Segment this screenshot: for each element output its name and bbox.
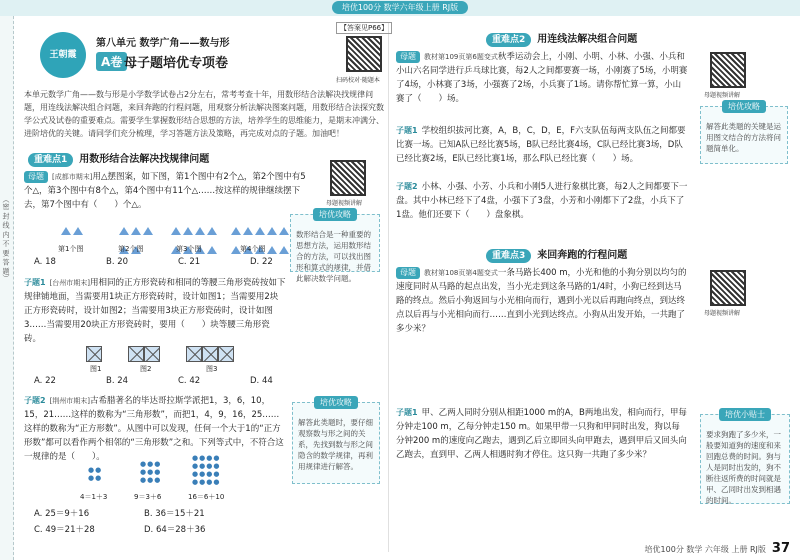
tip-title: 培优攻略 xyxy=(722,100,766,113)
equation-label: 4＝1＋3 xyxy=(80,493,108,501)
tip-title: 培优攻略 xyxy=(313,208,357,221)
question-source: [荆州市期末] xyxy=(49,397,91,405)
s1-strategy-tip xyxy=(290,210,380,283)
sub-question-tag: 子题2 xyxy=(24,396,46,405)
s1-strategy-tip-2 xyxy=(292,398,380,484)
a-paper-tag: A卷 xyxy=(96,52,127,71)
mother-question-tag: 母题 xyxy=(24,171,48,183)
question-source: 教材第109页第6题变式 xyxy=(424,53,498,61)
sub-question-tag: 子题1 xyxy=(396,408,418,417)
figure-label: 第2个图 xyxy=(118,245,144,253)
section-3-header xyxy=(486,246,627,262)
qr-code-label: 扫码校对·随题本 xyxy=(336,77,380,84)
s3-sub-question-1 xyxy=(396,406,688,462)
mother-question-tag: 母题 xyxy=(396,267,420,279)
section-2-header xyxy=(486,30,637,46)
column-divider xyxy=(388,22,389,552)
qr-code-icon[interactable] xyxy=(710,270,746,306)
dot-figure-2: ●●● ●●● ●●● xyxy=(140,460,162,484)
section-3-title: 来回奔跑的行程问题 xyxy=(537,250,628,261)
unit-title: 第八单元 数学广角——数与形 xyxy=(96,38,230,49)
s3-mother-question xyxy=(396,266,688,336)
option-b[interactable]: B. 20 xyxy=(106,257,129,267)
question-text: 用△摆图案，如下图，第1个图中有2个△，第2个图中有5个△，第3个图中有8个△，第4个图中有11个△……按这样的规律继续摆下去，第7个图中有（ ）个△。 xyxy=(24,172,306,210)
question-source: [台州市期末] xyxy=(49,279,91,287)
option-d[interactable]: D. 44 xyxy=(250,376,273,386)
s1-mother-options xyxy=(34,257,322,267)
option-d[interactable]: D. 22 xyxy=(250,257,273,267)
s2-mother-question xyxy=(396,50,688,106)
option-a[interactable]: A. 18 xyxy=(34,257,56,267)
s2-sub-question-1 xyxy=(396,124,688,166)
dot-figure-3: ●●●● ●●●● ●●●● ●●●● xyxy=(192,454,221,486)
option-a[interactable]: A. 22 xyxy=(34,376,56,386)
option-a[interactable]: A. 25＝9＋16 xyxy=(34,509,90,519)
section-1-pill: 重难点1 xyxy=(28,153,73,167)
s3-tip xyxy=(700,410,790,505)
question-text: 用相同的正方形瓷砖和相同的等腰三角形瓷砖按如下规律铺地面，当需要用1块正方形瓷砖时，设计如图1；当需要用2块正方形瓷砖时，设计如图2；当需要用3块正方形瓷砖时，设计如图3……当需要用20块正方形瓷砖时，要用（ ）块等腰三角形瓷砖。 xyxy=(24,278,286,344)
question-text: 一条马路长400 m，小光和他的小狗分别以均匀的速度同时从马路的起点出发，当小光走到这条马路的1/4时，小狗已经到达马路的终点。然后小狗返回与小光相向而行，遇到小光以后再跑向终点，到达终点以后再与小光相向而行……直到小光到达终点。小狗从出发开始，一共跑了多少米？ xyxy=(396,268,687,334)
figure-label: 第4个图 xyxy=(240,245,266,253)
triangle-figure-1 xyxy=(60,220,84,239)
sub-question-tag: 子题2 xyxy=(396,182,418,191)
a-paper-title: 母子题培优专项卷 xyxy=(124,56,229,71)
equation-label: 16＝6＋10 xyxy=(188,493,225,501)
s1-sub-question-2 xyxy=(24,394,286,464)
qr-code-icon[interactable] xyxy=(710,52,746,88)
tile-figure-1 xyxy=(86,346,102,362)
option-d[interactable]: D. 64＝28＋36 xyxy=(144,525,206,535)
equation-label: 9＝3＋6 xyxy=(134,493,162,501)
option-b[interactable]: B. 36＝15＋21 xyxy=(144,509,205,519)
qr-code-label: 母题视频讲解 xyxy=(326,200,363,207)
section-2-pill: 重难点2 xyxy=(486,33,531,47)
section-1-title: 用数形结合法解决找规律问题 xyxy=(79,154,210,165)
option-c[interactable]: C. 49＝21＋28 xyxy=(34,525,95,535)
tip-text: 要求狗跑了多少米，一般要知道狗的速度和来回跑总费的时间。狗与人是同时出发的，狗不断往返所费的时间就是甲、乙同时出发到相遇的时间。 xyxy=(706,430,781,505)
seal-margin-text: （密 封 线 内 不 要 答 题） xyxy=(2,196,10,282)
qr-code-icon[interactable] xyxy=(346,36,382,72)
section-2-title: 用连线法解决组合问题 xyxy=(537,34,638,45)
question-text: 小林、小强、小芳、小兵和小刚5人进行象棋比赛，每2人之间都要下一盘。其中小林已经下了4盘，小强下了3盘，小芳和小刚都下了2盘，小兵下了1盘。他们还要下（ ）盘象棋。 xyxy=(396,182,688,220)
figure-label: 图2 xyxy=(140,365,152,373)
tip-title: 培优攻略 xyxy=(314,396,358,409)
unit-header xyxy=(40,32,340,82)
figure-label: 第3个图 xyxy=(176,245,202,253)
s1-sub-question-1 xyxy=(24,276,286,346)
section-1-header xyxy=(28,150,209,166)
tile-figure-2 xyxy=(128,346,160,362)
question-text: 古希腊著名的毕达哥拉斯学派把1，3，6，10，15，21……这样的数称为“三角形数”，而把1，4，9，16，25……这样的数称为“正方形数”。从图中可以发现，任何一个大于1的“正方形数”都可以看作两个相邻的“三角形数”之和。下列等式中，不符合这一规律的是（ ）。 xyxy=(24,396,284,462)
qr-code-icon[interactable] xyxy=(330,160,366,196)
figure-label: 图3 xyxy=(206,365,218,373)
top-bar xyxy=(0,0,800,16)
question-text: 甲、乙两人同时分别从相距1000 m的A，B两地出发，相向而行，甲每分钟走100 m，乙每分钟走150 m。如果甲带一只狗和甲同时出发，狗以每分钟200 m的速度向乙跑去，遇到乙后立即回头向甲跑去，遇到甲后又回头向乙跑去，直到甲、乙两人相遇时狗才停住。这只狗一共跑了多少米？ xyxy=(396,408,687,460)
option-c[interactable]: C. 42 xyxy=(178,376,201,386)
answer-reference: 【答案见P66】 xyxy=(336,22,392,34)
brand-logo: 王朝霞 xyxy=(40,32,86,78)
tile-figure-3 xyxy=(186,346,234,362)
question-text: 学校组织拔河比赛，A，B，C，D，E，F六支队伍每两支队伍之间都要比赛一场。已知A队已经比赛5场，B队已经比赛4场，C队已经比赛3场，D队已经比赛2场，E队已经比赛1场，那么F队已经比赛（ ）场。 xyxy=(396,126,686,164)
s2-strategy-tip xyxy=(700,102,788,164)
option-c[interactable]: C. 21 xyxy=(178,257,201,267)
question-source: 教材第108页第4题变式 xyxy=(424,269,498,277)
top-bar-label: 培优100分 数学六年级上册 RJ版 xyxy=(332,1,468,14)
seal-margin xyxy=(0,16,14,560)
question-source: [成都市期末] xyxy=(52,173,93,181)
section-3-pill: 重难点3 xyxy=(486,249,531,263)
unit-intro: 本单元数学广角——数与形是小学数学试卷占2分左右，常考考查十年，用数形结合法解决找规律问题，用连线法解决组合问题，来回奔跑的行程问题，用观察分析法解决图案问题，用数形结合法探究数学公式及试卷的重要难点。需要学生掌握数形结合思想的方法，培养学生的思维能力，是期末冲满分、进阶培优的关键。请同学们充分梳理，学习答题方法及策略，再完成对点的子题。加油吧！ xyxy=(24,90,384,138)
s1-sub1-options xyxy=(34,376,322,386)
dot-figure-1: ●● ●● xyxy=(88,466,103,482)
footer-text: 培优100分 数学 六年级 上册 RJ版 xyxy=(644,545,766,554)
sub-question-tag: 子题1 xyxy=(24,278,46,287)
tip-text: 解答此类题时，要仔细观察数与形之间的关系，先找到数与形之间隐含的数学规律，再利用规律进行解答。 xyxy=(298,418,373,471)
option-b[interactable]: B. 24 xyxy=(106,376,129,386)
figure-label: 第1个图 xyxy=(58,245,84,253)
question-text: 秋季运动会上，小刚、小明、小林、小强、小兵和小山六名同学进行乒乓球比赛，每2人之间都要赛一场，小刚赛了5场，小明赛了4场，小林赛了3场，小强赛了2场，小兵赛了1场。请你帮忙算一算，小山赛了（ ）场。 xyxy=(396,52,688,104)
qr-code-label: 母题视频讲解 xyxy=(704,92,741,99)
tip-title: 培优小贴士 xyxy=(719,408,771,421)
page-footer xyxy=(645,541,790,556)
tip-text: 数形结合是一种重要的思想方法，运用数形结合的方法，可以找出图形和算式的规律，并借此解决数学问题。 xyxy=(296,230,371,283)
s2-sub-question-2 xyxy=(396,180,688,222)
tip-text: 解答此类题的关键是运用图文结合的方法将问题简单化。 xyxy=(706,122,781,153)
qr-code-label: 母题视频讲解 xyxy=(704,310,741,317)
figure-label: 图1 xyxy=(90,365,102,373)
sub-question-tag: 子题1 xyxy=(396,126,418,135)
mother-question-tag: 母题 xyxy=(396,51,420,63)
page-number: 37 xyxy=(771,541,790,556)
s1-sub2-options xyxy=(34,506,294,538)
s1-mother-question xyxy=(24,170,314,212)
